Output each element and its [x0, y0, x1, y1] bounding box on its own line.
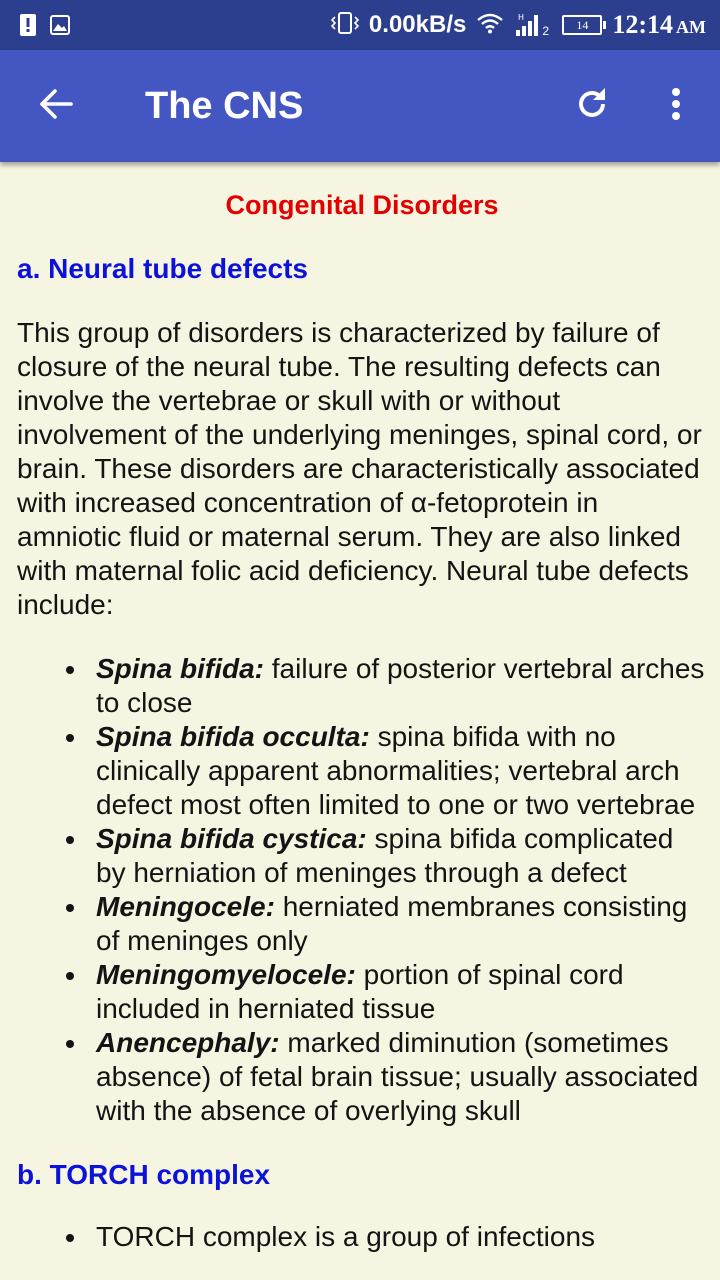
sim-label: 2	[542, 24, 550, 38]
clock	[612, 10, 706, 40]
list-item-term: Meningomyelocele:	[96, 959, 356, 990]
signal-icon	[514, 12, 552, 38]
vibrate-icon	[331, 11, 359, 40]
torch-list	[17, 1220, 707, 1254]
section-title: Congenital Disorders	[225, 190, 499, 220]
svg-text:H: H	[518, 13, 525, 22]
list-item	[96, 1026, 707, 1128]
wifi-icon	[476, 12, 504, 39]
refresh-button[interactable]	[562, 76, 622, 136]
overflow-menu-button[interactable]	[646, 76, 706, 136]
status-bar	[0, 0, 720, 50]
subheading-torch-complex: b. TORCH complex	[17, 1159, 271, 1190]
list-item	[96, 890, 707, 958]
list-item	[96, 822, 707, 890]
back-button[interactable]	[26, 76, 86, 136]
list-item-desc: spina bifida complicated by herniation of meninges through a defect	[96, 823, 674, 888]
list-item-desc: spina bifida with no clinically apparent abnormalities; vertebral arch defect most often limited to one or two vertebrae	[96, 721, 696, 820]
page-title: The CNS	[145, 85, 304, 127]
net-speed: 0.00kB/s	[368, 11, 467, 38]
list-item	[96, 958, 707, 1026]
back-arrow-icon	[38, 88, 74, 125]
list-item	[96, 720, 707, 822]
overflow-menu-icon	[671, 87, 681, 126]
alert-icon	[20, 14, 36, 41]
article-content	[17, 162, 707, 1254]
list-item-desc: herniated membranes consisting of meninges only	[96, 891, 688, 956]
list-item-term: Spina bifida cystica:	[96, 823, 367, 854]
refresh-icon	[574, 86, 610, 127]
clock-ampm: AM	[676, 17, 706, 37]
battery-level: 14	[576, 18, 589, 32]
list-item	[96, 652, 707, 720]
list-item-term: Spina bifida:	[96, 653, 264, 684]
list-item-desc: marked diminution (sometimes absence) of fetal brain tissue; usually associated with the absence of overlying skull	[96, 1027, 699, 1126]
list-item-term: Meningocele:	[96, 891, 275, 922]
list-item-desc: portion of spinal cord included in herniated tissue	[96, 959, 624, 1024]
clock-time: 12:14	[612, 10, 673, 39]
intro-paragraph: This group of disorders is characterized by failure of closure of the neural tube. The resulting defects can involve the vertebrae or skull with or without involvement of the underlying meninges, spinal cord, or brain. These disorders are characteristically associated with increased concentration of α-fetoprotein in amniotic fluid or maternal serum. They are also linked with maternal folic acid deficiency. Neural tube defects include:	[17, 317, 702, 620]
defects-list	[17, 652, 707, 1128]
app-bar	[0, 50, 720, 162]
list-item-term: Spina bifida occulta:	[96, 721, 370, 752]
list-item-desc: failure of posterior vertebral arches to close	[96, 653, 705, 718]
list-item: TORCH complex is a group of infections	[96, 1220, 707, 1254]
battery-icon	[562, 15, 602, 35]
subheading-neural-tube-defects: a. Neural tube defects	[17, 253, 308, 284]
image-icon	[50, 15, 70, 40]
list-item-term: Anencephaly:	[96, 1027, 280, 1058]
